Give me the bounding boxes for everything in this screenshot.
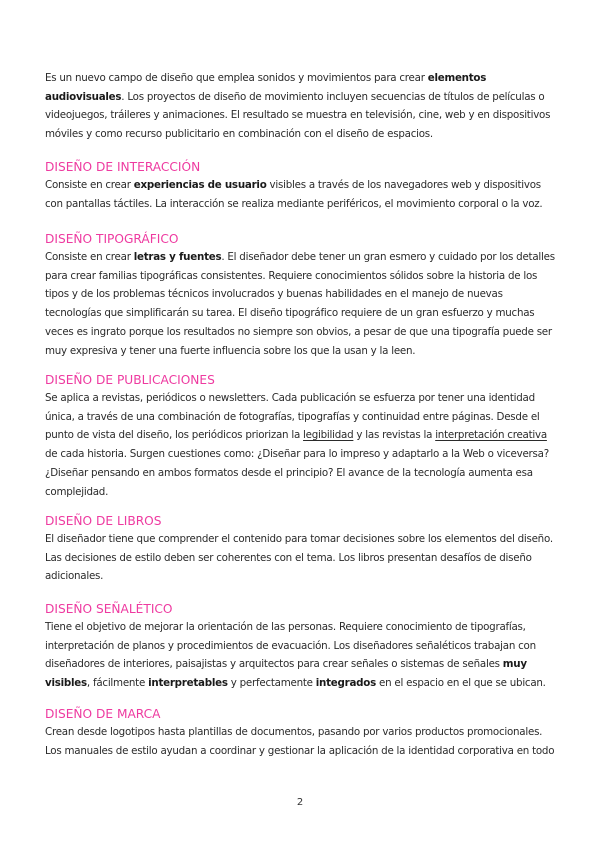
- tipografico-paragraph: Consiste en crear letras y fuentes. El diseñador debe tener un gran esmero y cuidado por los detalles para crear familias tipográficas consistentes. Requiere conocimientos sólidos sobre la historia de los tipos y de los problemas técnicos involucrados y buenas habilidades en el manejo de nuevas tecnologías que simplificarán su tarea. El diseño tipográfico requiere de un gran esfuerzo y muchas veces es ingrato porque los resultados no siempre son obvios, a pesar de que una tipografía puede ser muy expresiva y tener una fuerte influencia sobre los que la usan y la leen.: [45, 251, 555, 357]
- section-title-interaccion: DISEÑO DE INTERACCIÓN: [45, 160, 201, 174]
- section-tipografico: [45, 230, 557, 360]
- section-libros: [45, 512, 557, 586]
- publicaciones-paragraph: Se aplica a revistas, periódicos o newsletters. Cada publicación se esfuerza por tener una identidad única, a través de una combinación de fotografías, tipografías y continuidad entre páginas. Desde el punto de vista del diseño, los periódicos priorizan la legibilidad y las revistas la interpretación creativa de cada historia. Surgen cuestiones como: ¿Diseñar para lo impreso y adaptarlo a la Web o viceversa? ¿Diseñar pensando en ambos formatos desde el principio? El avance de la tecnología aumenta esa complejidad.: [45, 392, 549, 498]
- section-senaletico: [45, 600, 557, 693]
- section-title-senaletico: DISEÑO SEÑALÉTICO: [45, 602, 173, 616]
- section-motion-design: [45, 69, 557, 144]
- section-title-marca: DISEÑO DE MARCA: [45, 707, 161, 721]
- interaccion-paragraph: Consiste en crear experiencias de usuario visibles a través de los navegadores web y dispositivos con pantallas táctiles. La interacción se realiza mediante periféricos, el movimiento corporal o la voz.: [45, 179, 543, 210]
- section-interaccion: [45, 158, 557, 213]
- intro-paragraph: Es un nuevo campo de diseño que emplea sonidos y movimientos para crear elementos audiovisuales. Los proyectos de diseño de movimiento incluyen secuencias de títulos de películas o videojuegos, tráileres y animaciones. El resultado se muestra en televisión, cine, web y en dispositivos móviles y como recurso publicitario en combinación con el diseño de espacios.: [45, 72, 551, 141]
- libros-paragraph: El diseñador tiene que comprender el contenido para tomar decisiones sobre los elementos del diseño. Las decisiones de estilo deben ser coherentes con el tema. Los libros presentan desafíos de diseño adicionales.: [45, 533, 553, 583]
- page-number: 2: [296, 797, 304, 808]
- marca-paragraph: Crean desde logotipos hasta plantillas de documentos, pasando por varios productos promocionales. Los manuales de estilo ayudan a coordinar y gestionar la aplicación de la identidad corporativa en todo: [45, 726, 555, 757]
- section-publicaciones: [45, 371, 557, 501]
- section-title-tipografico: DISEÑO TIPOGRÁFICO: [45, 232, 179, 246]
- section-title-publicaciones: DISEÑO DE PUBLICACIONES: [45, 373, 215, 387]
- section-marca: [45, 705, 557, 760]
- senaletico-paragraph: Tiene el objetivo de mejorar la orientación de las personas. Requiere conocimiento de tipografías, interpretación de planos y procedimientos de evacuación. Los diseñadores señaléticos trabajan con diseñadores de interiores, paisajistas y arquitectos para crear señales o sistemas de señales muy visibles, fácilmente interpretables y perfectamente integrados en el espacio en el que se ubican.: [45, 621, 546, 690]
- section-title-libros: DISEÑO DE LIBROS: [45, 514, 162, 528]
